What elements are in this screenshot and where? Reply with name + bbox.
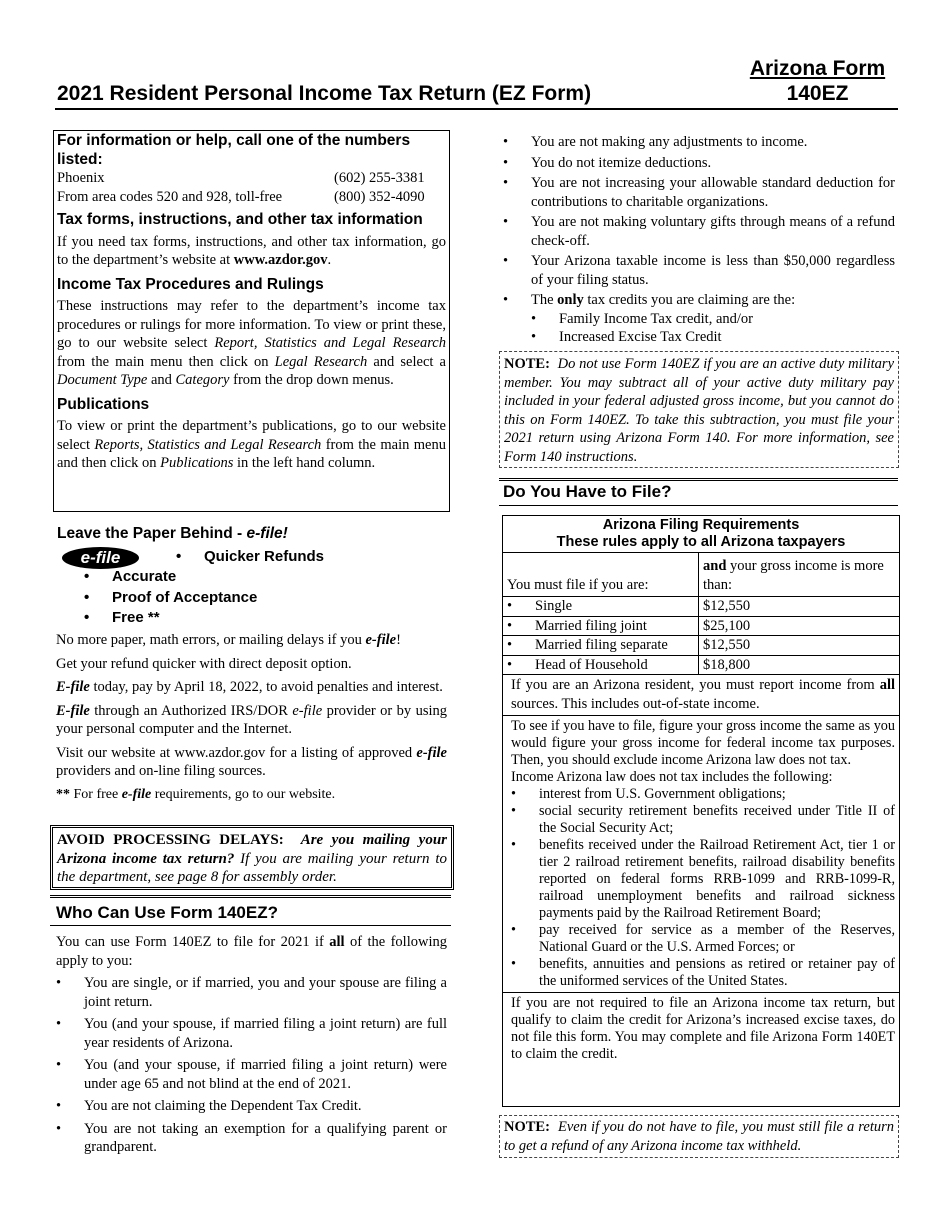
list-item: • You are not making any adjustments to income. (503, 134, 808, 150)
table-row: • Married filing separate $12,550 (503, 636, 899, 656)
efile-text (56, 631, 447, 804)
procedures-text: These instructions may refer to the department’s income tax procedures or rulings for more information. To view or print these, go to our website select Report, Statistics and Legal Research from the main menu then click on Legal Research and select a Document Type and Category from the drop down menus. (57, 298, 446, 388)
efile-bullet: • Accurate (84, 568, 177, 585)
list-item: • pay received for service as a member of the Reserves, National Guard or the U.S. Armed Forces; or (511, 922, 895, 955)
forms-text: If you need tax forms, instructions, and other tax information, go to the department’s website at www.azdor.gov. (57, 233, 446, 268)
form-name (735, 56, 900, 106)
efile-logo: e-file (62, 547, 139, 569)
list-item: • benefits, annuities and pensions as retired or retainer pay of the uniformed services of the United States. (511, 956, 895, 989)
sub-list-item: • Increased Excise Tax Credit (531, 329, 722, 345)
procedures-heading: Income Tax Procedures and Rulings (57, 275, 324, 293)
info-heading: For information or help, call one of the numbers listed: (57, 132, 411, 168)
filing-requirements-box (502, 515, 900, 1107)
efile-bullet: • Proof of Acceptance (84, 588, 258, 606)
filing-table (503, 553, 899, 675)
efile-bullets (84, 567, 257, 629)
table-row: • Single $12,550 (503, 597, 899, 617)
efile-p3: E-file today, pay by April 18, 2022, to avoid penalties and interest. (56, 679, 443, 695)
list-item: • Your Arizona taxable income is less than $50,000 regardless of your filing status. (503, 253, 895, 288)
efile-p2: Get your refund quicker with direct deposit option. (56, 655, 352, 672)
phone-row: From area codes 520 and 928, toll-free (800) 352-4090 (57, 188, 425, 205)
efile-p5: Visit our website at www.azdor.gov for a listing of approved e-file providers and on-line filing sources. (56, 744, 447, 779)
list-item: • social security retirement benefits received under Title II of the Social Security Act; (511, 803, 895, 836)
header-rule (55, 108, 898, 110)
column-header: You must file if you are: (503, 553, 699, 597)
column-header: and your gross income is more than: (699, 553, 900, 597)
file-heading: Do You Have to File? (503, 482, 672, 501)
list-item: • You (and your spouse, if married filing a joint return) are full year residents of Arizona. (56, 1016, 447, 1051)
refund-note: NOTE: Even if you do not have to file, you must still file a return to get a refund of any Arizona income tax withheld. (499, 1115, 899, 1158)
form-name-line1: Arizona Form (749, 57, 886, 80)
list-item: • You are not taking an exemption for a qualifying parent or grandparent. (56, 1120, 447, 1155)
publications-text: To view or print the department’s publications, go to our website select Reports, Statistics and Legal Research from the main menu and then click on Publications in the left hand column. (57, 418, 446, 471)
list-item: • You (and your spouse, if married filing a joint return) were under age 65 and not blind at the end of 2021. (56, 1057, 447, 1092)
resident-note: If you are an Arizona resident, you must report income from all sources. This includes out-of-state income. (503, 675, 899, 716)
efile-p6: ** For free e-file requirements, go to our website. (56, 786, 336, 802)
publications-heading: Publications (57, 395, 150, 413)
efile-bullet: • Free ** (84, 609, 160, 626)
phone-number: (602) 255-3381 (334, 170, 425, 186)
gross-income-section (503, 716, 899, 993)
section-rule (50, 895, 451, 898)
info-box (53, 130, 450, 512)
efile-p1: No more paper, math errors, or mailing delays if you e-file! (56, 632, 401, 648)
table-header-row (503, 553, 899, 597)
avoid-delays-box: AVOID PROCESSING DELAYS: Are you mailing your Arizona income tax return? If you are mailing your return to the department, see page 8 for assembly order. (50, 825, 454, 890)
section-rule-thin (499, 505, 898, 506)
form-number: 140EZ (786, 82, 849, 105)
who-intro: You can use Form 140EZ to file for 2021 if all of the following apply to you: (56, 934, 447, 969)
table-row: • Married filing joint $25,100 (503, 616, 899, 636)
list-item: • You are single, or if married, you and your spouse are filing a joint return. (56, 975, 447, 1010)
who-list (56, 933, 447, 1157)
military-note: NOTE: Do not use Form 140EZ if you are an active duty military member. You may subtract all of your active duty military pay included in your federal adjusted gross income, but you cannot do this on Form 140EZ. To take this subtraction, you must file your 2021 return using Arizona Form 140. For more information, see Form 140 instructions. (499, 351, 899, 468)
list-item: • You are not increasing your allowable standard deduction for contributions to charitable organizations. (503, 175, 895, 210)
gross-income-text: To see if you have to file, figure your gross income the same as you would figure your gross income for federal income tax purposes. Then, you should exclude income Arizona law does not tax. (511, 718, 895, 768)
who-heading: Who Can Use Form 140EZ? (56, 903, 278, 922)
list-item: • You do not itemize deductions. (503, 154, 712, 171)
section-rule (499, 478, 898, 481)
list-item: • benefits received under the Railroad Retirement Act, tier 1 or tier 2 railroad retirement benefits, railroad disability benefits reported on federal forms RRB-1099 and RRB-1099-R, railroad unemployment benefits and railroad sickness payments paid by the Railroad Retirement Board; (511, 837, 895, 921)
list-item: • You are not claiming the Dependent Tax Credit. (56, 1098, 362, 1114)
phone-number: (800) 352-4090 (334, 188, 425, 205)
list-item: • You are not making voluntary gifts through means of a refund check-off. (503, 214, 895, 249)
phone-row: Phoenix (602) 255-3381 (57, 170, 425, 186)
not-taxed-intro: Income Arizona law does not tax includes the following: (511, 769, 833, 785)
forms-heading: Tax forms, instructions, and other tax information (57, 211, 423, 228)
list-item: • interest from U.S. Government obligations; (511, 786, 786, 802)
who-list-continued (503, 133, 895, 347)
efile-p4: E-file through an Authorized IRS/DOR e-file provider or by using your personal computer and the Internet. (56, 702, 447, 737)
table-row: • Head of Household $18,800 (503, 655, 899, 675)
efile-heading: Leave the Paper Behind - e-file! (57, 525, 288, 542)
efile-bullet: • Quicker Refunds (176, 548, 325, 565)
excise-credit-text: If you are not required to file an Arizona income tax return, but qualify to claim the credit for Arizona’s increased excise taxes, do not file this form. You may complete and file Arizona Form 140ET to claim the credit. (511, 995, 895, 1062)
page-title: 2021 Resident Personal Income Tax Return (EZ Form) (57, 82, 592, 105)
website-link[interactable]: www.azdor.gov (233, 252, 328, 268)
table-title: Arizona Filing Requirements These rules apply to all Arizona taxpayers (503, 516, 899, 553)
section-rule-thin (50, 925, 451, 926)
sub-list-item: • Family Income Tax credit, and/or (531, 310, 754, 327)
list-item: • The only tax credits you are claiming are the: (503, 292, 796, 308)
